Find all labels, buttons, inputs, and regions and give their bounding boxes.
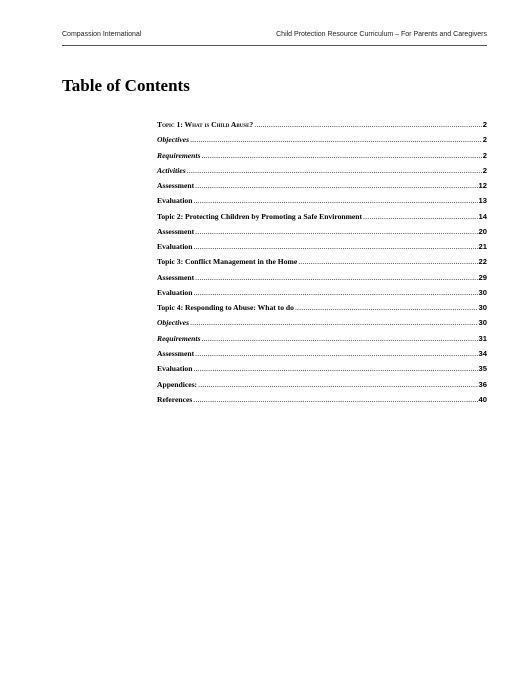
page-title: Table of Contents	[62, 76, 190, 95]
toc-dot-leader	[363, 212, 478, 221]
toc-dot-leader	[187, 166, 482, 175]
toc-dot-leader	[190, 318, 477, 327]
toc-entry[interactable]	[157, 349, 487, 364]
toc-entry-page-number: 22	[478, 257, 487, 267]
toc-dot-leader	[195, 181, 477, 190]
toc-entry[interactable]	[157, 395, 487, 410]
toc-entry-page-number: 2	[482, 120, 487, 129]
toc-entry-page-number: 30	[478, 303, 487, 313]
toc-entry-label: Topic 3: Conflict Management in the Home	[157, 257, 298, 267]
toc-entry-page-number: 2	[482, 150, 487, 160]
toc-entry-label: Evaluation	[157, 242, 193, 252]
toc-entry-label: Appendices:	[157, 379, 198, 389]
toc-entry-label: Activities	[157, 165, 186, 175]
toc-entry-page-number: 21	[478, 242, 487, 252]
toc-entry-label: Topic 1: What is Child Abuse?	[157, 120, 254, 129]
toc-entry[interactable]	[157, 242, 487, 257]
toc-dot-leader	[193, 288, 477, 297]
toc-entry-label: Topic 2: Protecting Children by Promoting a Safe Environment	[157, 211, 363, 221]
toc-entry-page-number: 35	[478, 364, 487, 374]
toc-entry-page-number: 30	[478, 318, 487, 328]
toc-entry[interactable]	[157, 212, 487, 227]
page-header	[62, 31, 487, 46]
toc-entry-page-number: 13	[478, 196, 487, 206]
toc-dot-leader	[195, 227, 477, 236]
toc-dot-leader	[193, 395, 477, 404]
toc-entry-label: Assessment	[157, 272, 195, 282]
toc-entry[interactable]	[157, 257, 487, 272]
toc-entry[interactable]	[157, 120, 487, 135]
toc-entry[interactable]	[157, 166, 487, 181]
toc-entry[interactable]	[157, 273, 487, 288]
toc-dot-leader	[298, 257, 477, 266]
toc-entry[interactable]	[157, 288, 487, 303]
table-of-contents	[157, 120, 487, 410]
toc-entry[interactable]	[157, 318, 487, 333]
toc-entry-page-number: 36	[478, 379, 487, 389]
toc-entry-page-number: 20	[478, 226, 487, 236]
toc-dot-leader	[201, 334, 477, 343]
toc-entry[interactable]	[157, 227, 487, 242]
toc-dot-leader	[198, 380, 477, 389]
toc-entry-label: References	[157, 394, 193, 404]
toc-entry-label: Evaluation	[157, 287, 193, 297]
toc-entry-page-number: 30	[478, 287, 487, 297]
toc-entry-label: Assessment	[157, 226, 195, 236]
toc-entry-label: Evaluation	[157, 196, 193, 206]
toc-entry-label: Evaluation	[157, 364, 193, 374]
toc-entry-page-number: 2	[482, 135, 487, 145]
toc-entry-page-number: 31	[478, 333, 487, 343]
toc-entry-label: Requirements	[157, 150, 201, 160]
toc-dot-leader	[193, 364, 477, 373]
toc-entry[interactable]	[157, 303, 487, 318]
toc-entry[interactable]	[157, 135, 487, 150]
toc-entry[interactable]	[157, 196, 487, 211]
toc-entry[interactable]	[157, 380, 487, 395]
toc-entry-label: Requirements	[157, 333, 201, 343]
toc-dot-leader	[195, 273, 477, 282]
toc-entry-page-number: 29	[478, 272, 487, 282]
toc-entry[interactable]	[157, 181, 487, 196]
toc-entry[interactable]	[157, 364, 487, 379]
toc-dot-leader	[190, 135, 482, 144]
toc-entry[interactable]	[157, 151, 487, 166]
toc-entry-label: Objectives	[157, 318, 190, 328]
toc-dot-leader	[295, 303, 478, 312]
header-organization: Compassion International	[62, 31, 142, 38]
toc-entry-page-number: 2	[482, 165, 487, 175]
toc-dot-leader	[201, 151, 481, 160]
header-document-title: Child Protection Resource Curriculum – For Parents and Caregivers	[276, 31, 487, 38]
toc-dot-leader	[193, 242, 477, 251]
toc-entry-page-number: 34	[478, 348, 487, 358]
toc-entry[interactable]	[157, 334, 487, 349]
toc-entry-page-number: 40	[478, 394, 487, 404]
toc-entry-page-number: 12	[478, 181, 487, 191]
toc-dot-leader	[254, 120, 482, 129]
toc-entry-page-number: 14	[478, 211, 487, 221]
toc-entry-label: Assessment	[157, 348, 195, 358]
toc-entry-label: Objectives	[157, 135, 190, 145]
toc-entry-label: Topic 4: Responding to Abuse: What to do	[157, 303, 294, 313]
toc-dot-leader	[193, 196, 477, 205]
toc-dot-leader	[195, 349, 477, 358]
toc-entry-label: Assessment	[157, 181, 195, 191]
